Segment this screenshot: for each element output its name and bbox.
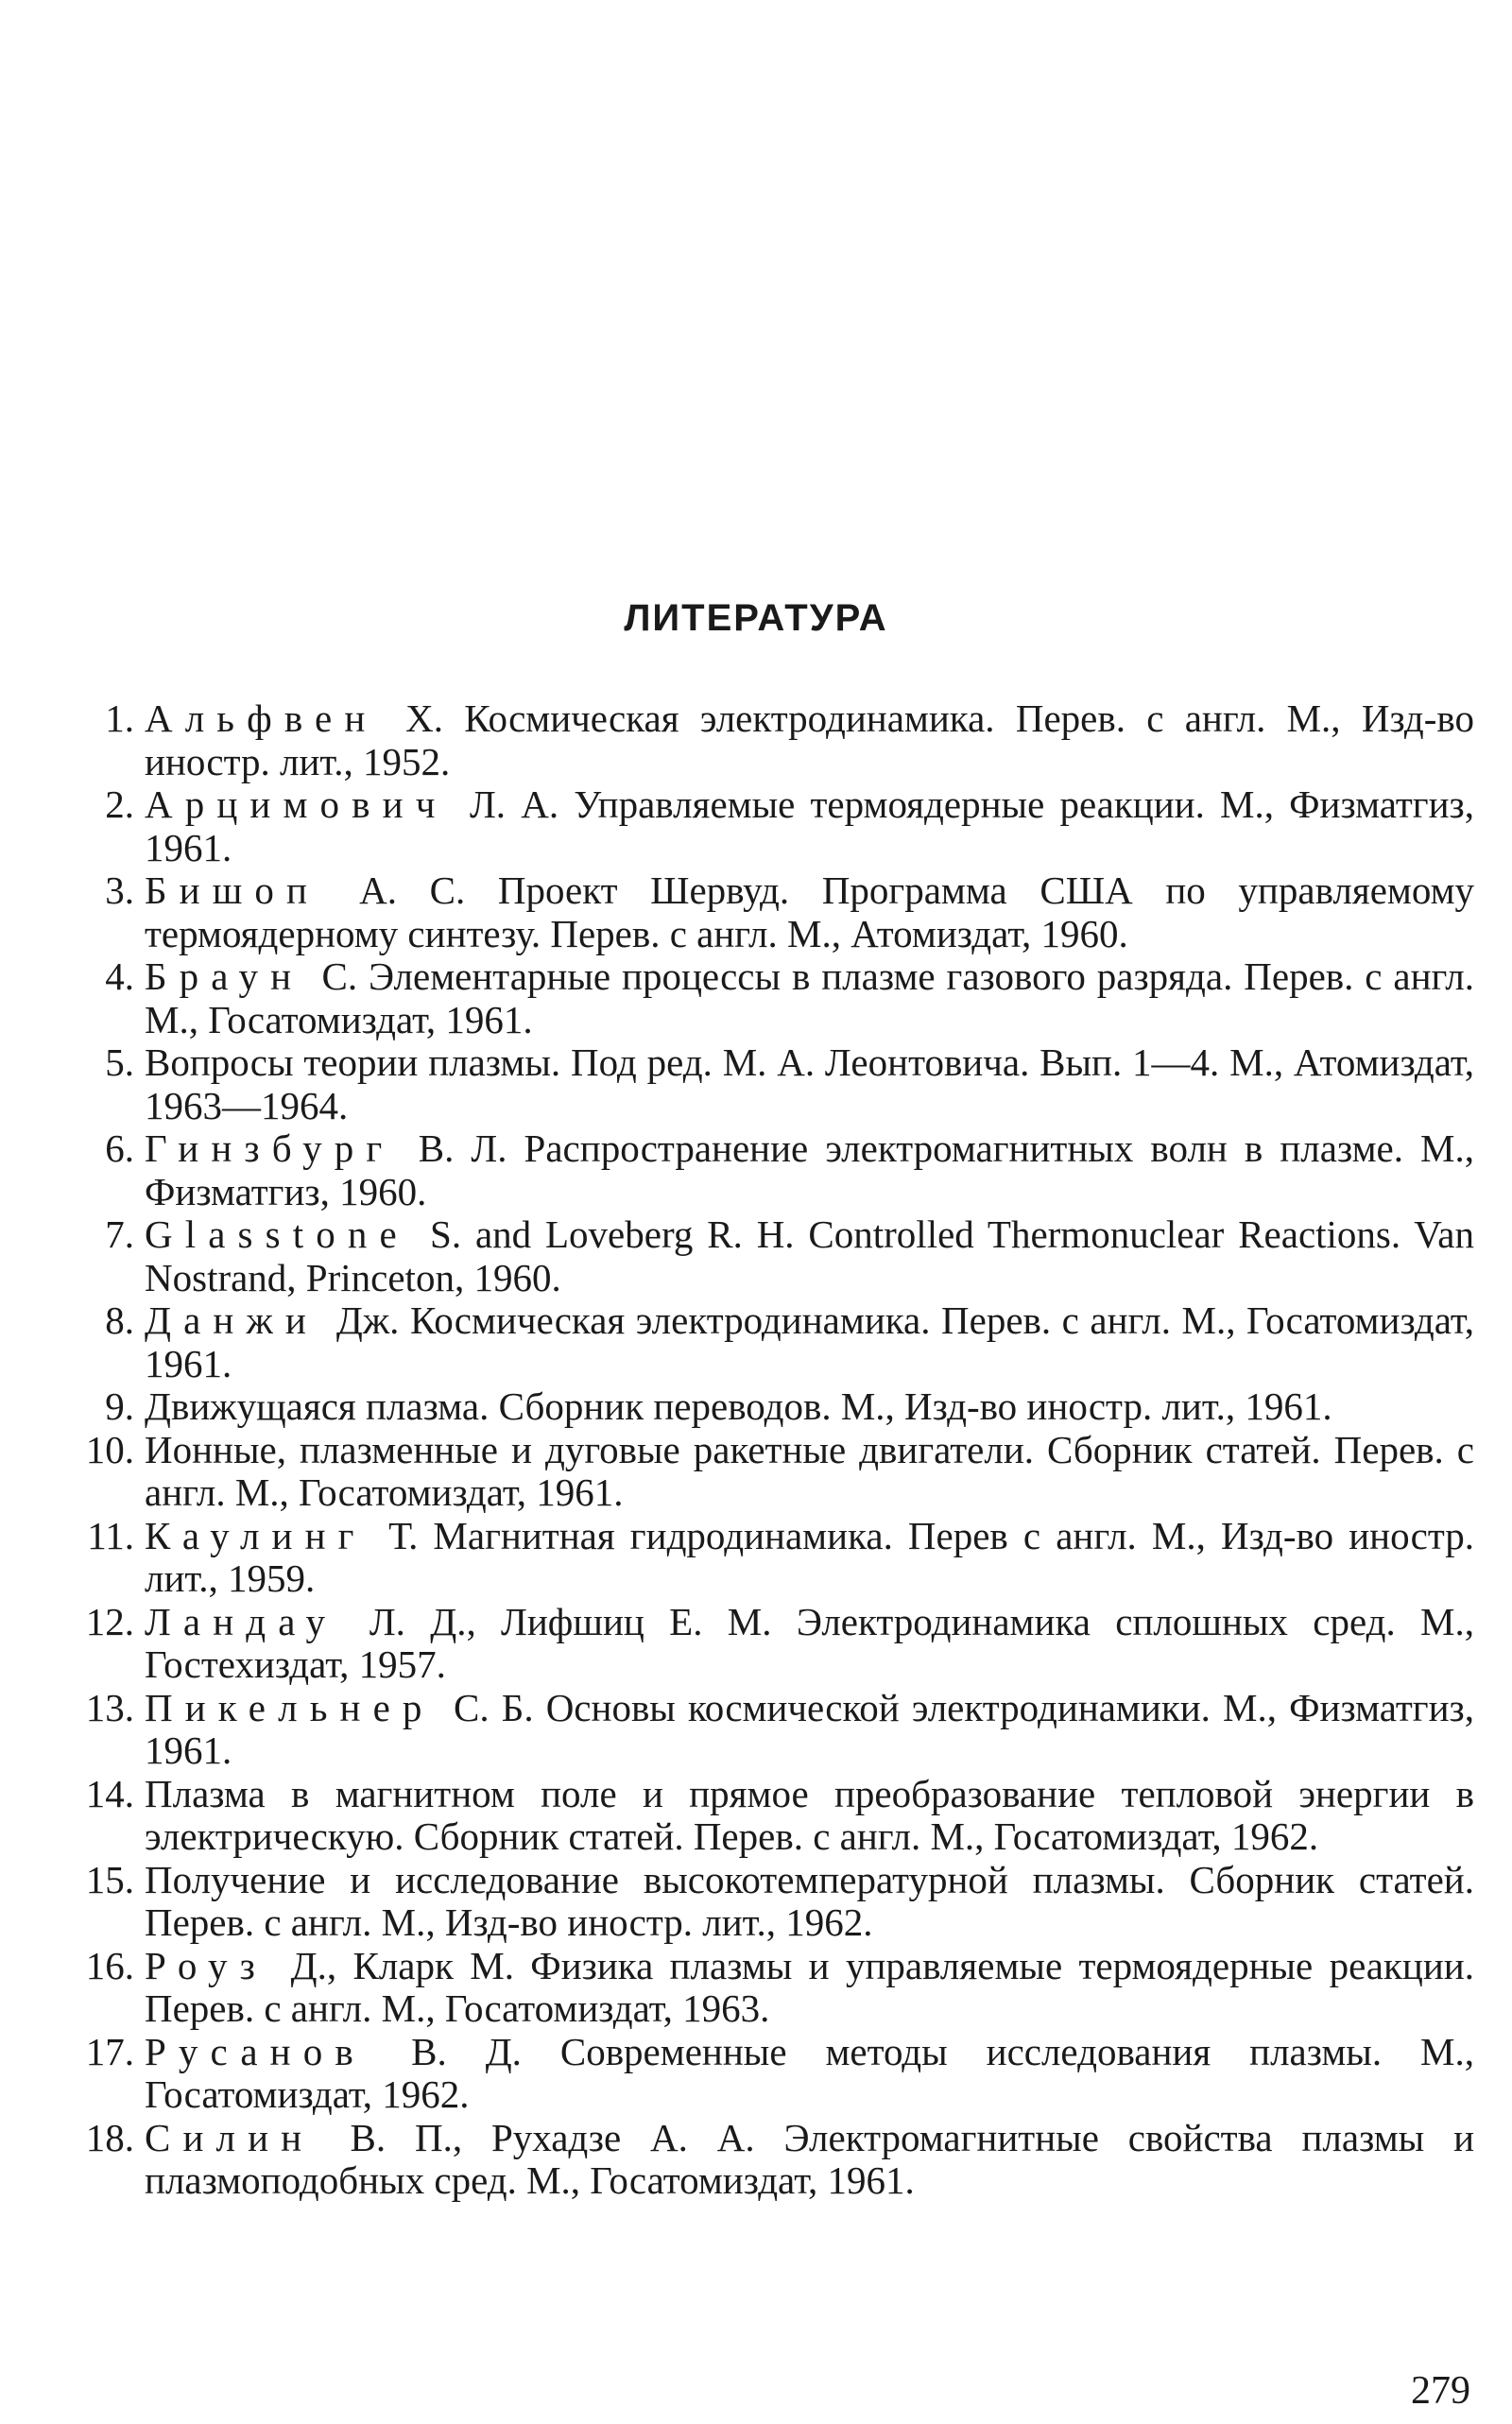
reference-author: Бишоп bbox=[145, 868, 320, 912]
reference-author: Русанов bbox=[145, 2029, 366, 2073]
reference-item bbox=[57, 1601, 1474, 1687]
reference-text: Т. Магнитная гидродинамика. Перев с англ. М., Изд-во иностр. лит., 1959. bbox=[145, 1513, 1475, 1600]
reference-number: 14. bbox=[85, 1771, 134, 1815]
reference-author: Арцимович bbox=[145, 782, 448, 826]
reference-text: Движущаяся плазма. Сборник переводов. М., Изд-во иностр. лит., 1961. bbox=[145, 1384, 1332, 1428]
reference-text: С. Элементарные процессы в плазме газового разряда. Перев. с англ. М., Госатомиздат, 1961. bbox=[145, 954, 1474, 1041]
reference-text: Плазма в магнитном поле и прямое преобразование тепловой энергии в электрическую. Сборник статей. Перев. с англ. М., Госатомиздат, 1962. bbox=[145, 1771, 1474, 1858]
reference-author: Данжи bbox=[145, 1298, 318, 1342]
reference-number: 9. bbox=[105, 1384, 134, 1428]
reference-author: Glasstone bbox=[145, 1212, 409, 1256]
reference-item bbox=[57, 2031, 1474, 2117]
reference-author: Силин bbox=[145, 2115, 315, 2159]
reference-number: 13. bbox=[85, 1685, 134, 1729]
reference-text: В. Д. Современные методы исследования плазмы. М., Госатомиздат, 1962. bbox=[145, 2029, 1474, 2116]
reference-number: 8. bbox=[105, 1298, 134, 1342]
reference-text: Л. А. Управляемые термоядерные реакции. М., Физматгиз, 1961. bbox=[145, 782, 1474, 869]
reference-body bbox=[145, 1385, 1474, 1429]
reference-body bbox=[145, 1687, 1474, 1773]
reference-number: 15. bbox=[85, 1857, 134, 1901]
reference-body bbox=[145, 1429, 1474, 1515]
reference-text: С. Б. Основы космической электродинамики. М., Физматгиз, 1961. bbox=[145, 1685, 1475, 1772]
reference-body bbox=[145, 1041, 1474, 1127]
reference-author: Альфвен bbox=[145, 696, 378, 740]
reference-body bbox=[145, 2031, 1474, 2117]
reference-author: Пикельнер bbox=[145, 1685, 435, 1729]
reference-item bbox=[57, 2117, 1474, 2203]
reference-number: 1. bbox=[105, 696, 134, 740]
reference-item bbox=[57, 1773, 1474, 1859]
reference-item bbox=[57, 1687, 1474, 1773]
reference-author: Каулинг bbox=[145, 1513, 367, 1557]
reference-item bbox=[57, 783, 1474, 869]
reference-body bbox=[145, 1773, 1474, 1859]
reference-body bbox=[145, 697, 1474, 783]
reference-number: 7. bbox=[105, 1212, 134, 1256]
page-number: 279 bbox=[1411, 2369, 1470, 2413]
reference-body bbox=[145, 2117, 1474, 2203]
reference-text: А. С. Проект Шервуд. Программа США по управляемому термоядерному синтезу. Перев. с англ. М., Атомиздат, 1960. bbox=[145, 868, 1475, 955]
reference-number: 16. bbox=[85, 1943, 134, 1987]
reference-author: Ландау bbox=[145, 1599, 338, 1643]
reference-item bbox=[57, 1945, 1474, 2031]
reference-item bbox=[57, 1429, 1474, 1515]
reference-item bbox=[57, 1299, 1474, 1385]
reference-text: Получение и исследование высокотемпературной плазмы. Сборник статей. Перев. с англ. М., Изд-во иностр. лит., 1962. bbox=[145, 1857, 1474, 1944]
reference-body bbox=[145, 1601, 1474, 1687]
reference-item bbox=[57, 697, 1474, 783]
reference-text: Л. Д., Лифшиц Е. М. Электродинамика сплошных сред. М., Гостехиздат, 1957. bbox=[145, 1599, 1475, 1686]
reference-text: Вопросы теории плазмы. Под ред. М. А. Леонтовича. Вып. 1—4. М., Атомиздат, 1963—1964. bbox=[145, 1040, 1474, 1127]
reference-item bbox=[57, 1041, 1474, 1127]
reference-text: Х. Космическая электродинамика. Перев. с англ. М., Изд-во иностр. лит., 1952. bbox=[145, 696, 1475, 783]
reference-author: Роуз bbox=[145, 1943, 267, 1987]
reference-body bbox=[145, 1127, 1474, 1213]
reference-number: 2. bbox=[105, 782, 134, 826]
reference-body bbox=[145, 1515, 1474, 1601]
reference-body bbox=[145, 783, 1474, 869]
reference-number: 3. bbox=[105, 868, 134, 912]
reference-number: 10. bbox=[85, 1427, 134, 1471]
reference-body bbox=[145, 1299, 1474, 1385]
reference-number: 18. bbox=[85, 2115, 134, 2159]
reference-item bbox=[57, 1127, 1474, 1213]
reference-number: 17. bbox=[85, 2029, 134, 2073]
reference-item bbox=[57, 955, 1474, 1041]
reference-text: S. and Loveberg R. H. Controlled Thermonuclear Reactions. Van Nostrand, Princeton, 1960. bbox=[145, 1212, 1475, 1299]
reference-number: 5. bbox=[105, 1040, 134, 1084]
reference-body bbox=[145, 955, 1474, 1041]
reference-item bbox=[57, 1859, 1474, 1945]
reference-item bbox=[57, 869, 1474, 955]
reference-list bbox=[57, 697, 1474, 2203]
reference-number: 6. bbox=[105, 1126, 134, 1170]
reference-text: Д., Кларк М. Физика плазмы и управляемые термоядерные реакции. Перев. с англ. М., Госатомиздат, 1963. bbox=[145, 1943, 1475, 2030]
reference-number: 11. bbox=[87, 1513, 134, 1557]
reference-item bbox=[57, 1515, 1474, 1601]
reference-body bbox=[145, 1859, 1474, 1945]
reference-text: В. П., Рухадзе А. А. Электромагнитные свойства плазмы и плазмоподобных сред. М., Госатомиздат, 1961. bbox=[145, 2115, 1475, 2202]
reference-author: Браун bbox=[145, 954, 304, 998]
reference-text: Ионные, плазменные и дуговые ракетные двигатели. Сборник статей. Перев. с англ. М., Госатомиздат, 1961. bbox=[145, 1427, 1474, 1514]
reference-author: Гинзбург bbox=[145, 1126, 395, 1170]
reference-text: Дж. Космическая электродинамика. Перев. с англ. М., Госатомиздат, 1961. bbox=[145, 1298, 1474, 1385]
reference-body bbox=[145, 1213, 1474, 1299]
reference-body bbox=[145, 1945, 1474, 2031]
reference-body bbox=[145, 869, 1474, 955]
reference-number: 12. bbox=[85, 1599, 134, 1643]
reference-item bbox=[57, 1213, 1474, 1299]
reference-number: 4. bbox=[105, 954, 134, 998]
reference-text: В. Л. Распространение электромагнитных волн в плазме. М., Физматгиз, 1960. bbox=[145, 1126, 1474, 1213]
reference-item bbox=[57, 1385, 1474, 1429]
page-title: ЛИТЕРАТУРА bbox=[624, 597, 888, 639]
